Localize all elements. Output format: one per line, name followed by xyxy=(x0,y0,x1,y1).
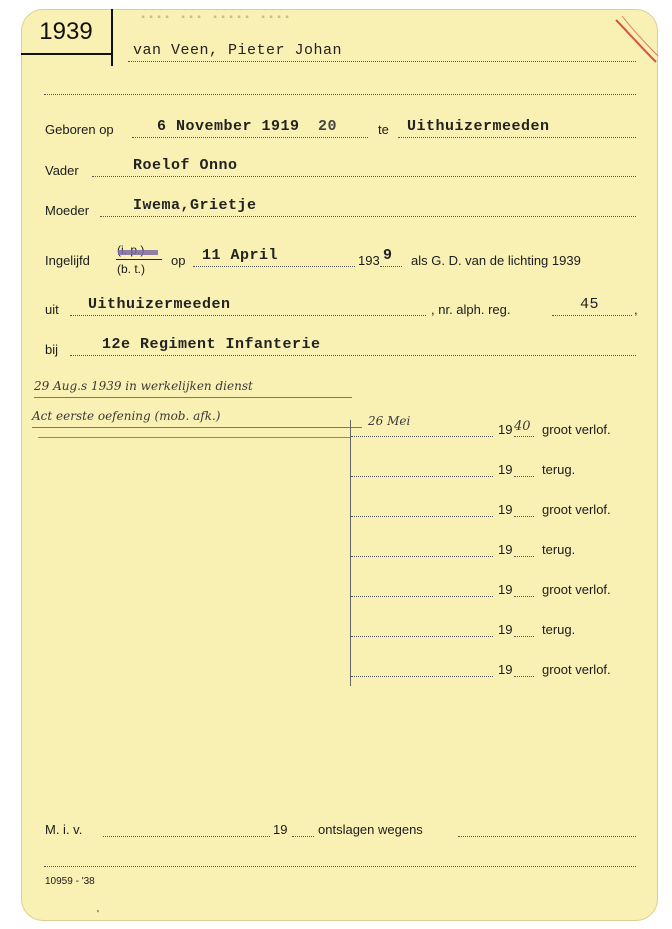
unit-name: 12e Regiment Infanterie xyxy=(102,336,321,353)
leave-row-year-line xyxy=(514,636,534,637)
leave-row-status: terug. xyxy=(542,622,576,637)
miv-reason-line xyxy=(458,836,636,837)
leave-row-status: terug. xyxy=(542,542,576,557)
leave-row-year-prefix: 19 xyxy=(498,462,513,477)
leave-row-status: groot verlof. xyxy=(542,582,611,597)
unit-label: bij xyxy=(45,342,59,357)
born-place-line xyxy=(398,137,636,138)
enlisted-suffix: als G. D. van de lichting 1939 xyxy=(411,253,581,268)
registry-number: 45 xyxy=(580,296,600,313)
note-underline-1 xyxy=(34,397,352,398)
leave-row-year-prefix: 19 xyxy=(498,542,513,557)
leave-row-line xyxy=(351,636,493,637)
enlisted-year-digit: 9 xyxy=(383,247,393,264)
father-name: Roelof Onno xyxy=(133,157,238,174)
miv-year-line xyxy=(292,836,314,837)
father-label: Vader xyxy=(45,163,79,178)
leave-row-status: groot verlof. xyxy=(542,662,611,677)
leave-row-year-prefix: 19 xyxy=(498,502,513,517)
leave-row-year-handwritten: 40 xyxy=(514,419,531,434)
note-rule xyxy=(38,437,350,438)
leave-row-year-line xyxy=(514,596,534,597)
leave-row-year-line xyxy=(514,516,534,517)
enlisted-ip-strikeout xyxy=(118,250,158,255)
handwritten-note-2: Act eerste oefening (mob. afk.) xyxy=(32,409,221,423)
leave-row-status: groot verlof. xyxy=(542,422,611,437)
from-label: uit xyxy=(45,302,59,317)
leave-row-line xyxy=(351,516,493,517)
mother-line xyxy=(100,216,636,217)
father-line xyxy=(92,176,636,177)
form-code: 10959 - '38 xyxy=(45,876,95,887)
born-place-label: te xyxy=(378,122,389,137)
born-label: Geboren op xyxy=(45,122,114,137)
name-line xyxy=(128,61,636,62)
leave-row-line xyxy=(351,676,493,677)
enlisted-op: op xyxy=(171,253,186,268)
leave-row-year-line xyxy=(514,436,534,437)
handwritten-leave-date: 26 Mei xyxy=(368,414,411,428)
leave-row-year-line xyxy=(514,556,534,557)
registry-comma: , xyxy=(634,302,638,317)
leave-row-year-line xyxy=(514,476,534,477)
miv-year: 19 xyxy=(273,822,288,837)
leave-row-status: groot verlof. xyxy=(542,502,611,517)
leave-row-status: terug. xyxy=(542,462,576,477)
enlisted-label: Ingelijfd xyxy=(45,253,90,268)
year-box-tail xyxy=(111,52,113,66)
leave-table-divider xyxy=(350,420,351,686)
miv-label: M. i. v. xyxy=(45,822,83,837)
handwritten-note-1: 29 Aug.s 1939 in werkelijken dienst xyxy=(34,379,253,393)
miv-discharge-label: ontslagen wegens xyxy=(318,822,423,837)
miv-blank-line xyxy=(44,866,636,867)
enlisted-date-line xyxy=(193,266,355,267)
person-name: van Veen, Pieter Johan xyxy=(133,42,343,59)
born-date: 6 November 1919 xyxy=(157,118,300,135)
born-place: Uithuizermeeden xyxy=(407,118,550,135)
leave-row-year-prefix: 19 xyxy=(498,422,513,437)
leave-row-line xyxy=(351,436,493,437)
registry-label: , nr. alph. reg. xyxy=(431,302,511,317)
born-overstrike: 20 xyxy=(318,118,338,135)
enlisted-year-line xyxy=(380,266,402,267)
enlisted-year-prefix: 193 xyxy=(358,253,380,268)
enlisted-fraction-bar xyxy=(116,259,162,260)
blank-line xyxy=(44,94,636,95)
leave-row-year-prefix: 19 xyxy=(498,582,513,597)
leave-row-line xyxy=(351,556,493,557)
year-box: 1939 xyxy=(21,9,113,55)
form-mark: ' xyxy=(97,909,99,920)
unit-line xyxy=(70,355,636,356)
born-date-line xyxy=(132,137,368,138)
leave-row-year-prefix: 19 xyxy=(498,622,513,637)
mother-name: Iwema,Grietje xyxy=(133,197,257,214)
leave-row-line xyxy=(351,476,493,477)
from-place: Uithuizermeeden xyxy=(88,296,231,313)
from-line xyxy=(70,315,426,316)
leave-row-year-prefix: 19 xyxy=(498,662,513,677)
enlisted-date: 11 April xyxy=(202,247,279,264)
bleed-through-text: ▪▪▪▪ ▪▪▪ ▪▪▪▪▪ ▪▪▪▪ xyxy=(140,13,293,24)
note-underline-2 xyxy=(32,427,362,428)
leave-row-year-line xyxy=(514,676,534,677)
enlisted-bt: (b. t.) xyxy=(117,262,146,276)
leave-row-line xyxy=(351,596,493,597)
miv-date-line xyxy=(103,836,270,837)
mother-label: Moeder xyxy=(45,203,90,218)
registry-line xyxy=(552,315,632,316)
red-pencil-mark xyxy=(612,12,662,67)
